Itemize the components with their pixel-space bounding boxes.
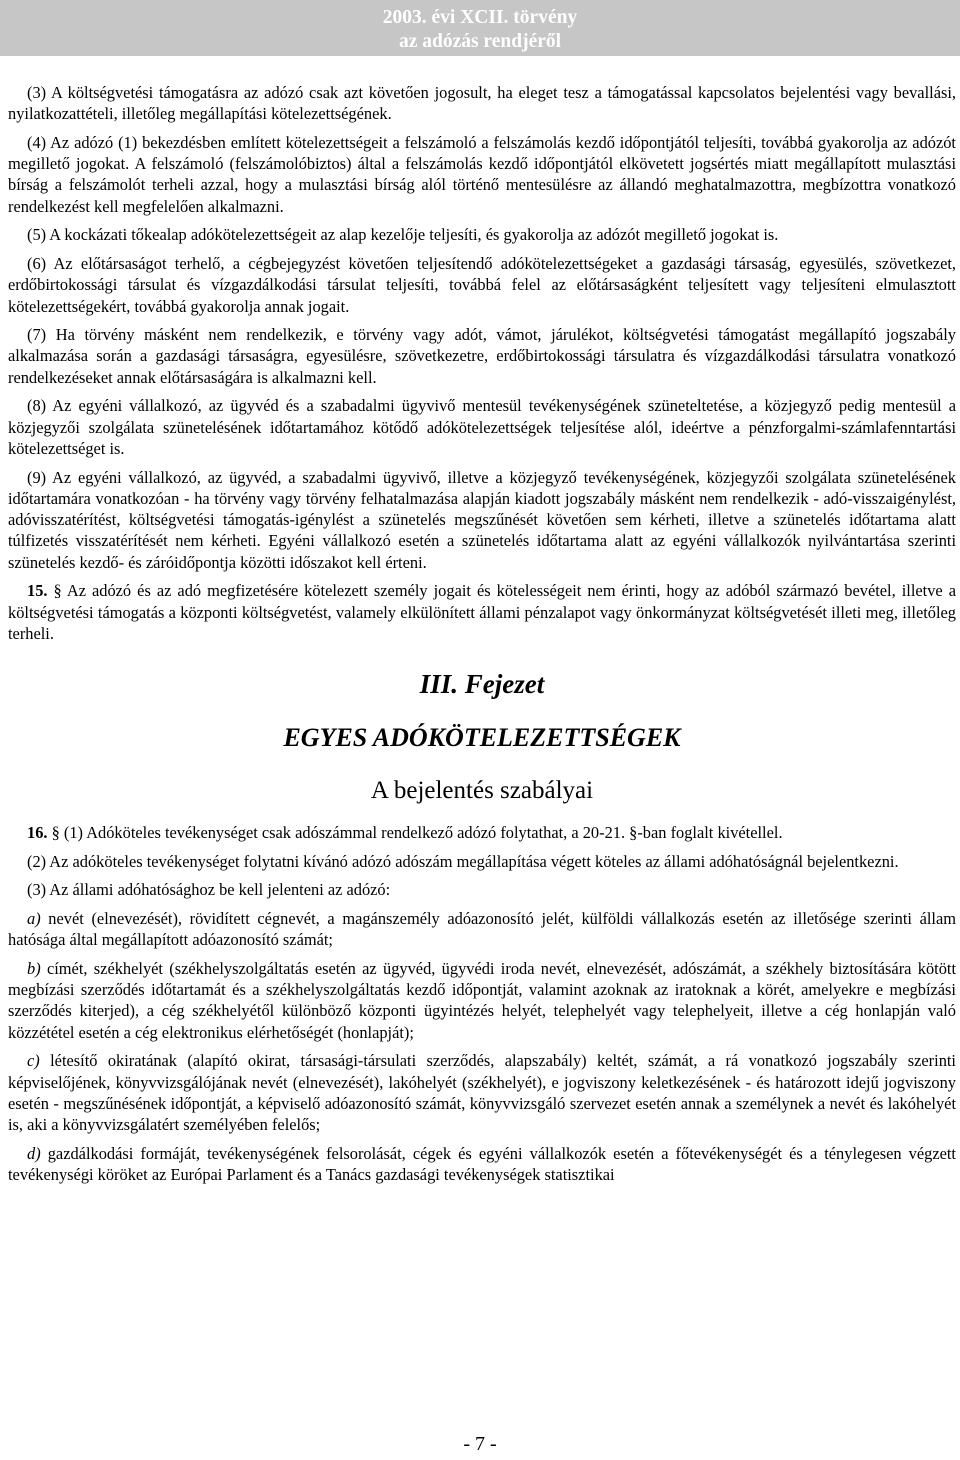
item-a-label: a)	[27, 908, 41, 928]
section-16-1	[8, 822, 956, 843]
paragraph-14-6: (6) Az előtársaságot terhelő, a cégbejegyzést követően teljesítendő adókötelezettségeket a gazdasági társaság, egyesülés, szövetkezet, erdőbirtokossági társulat és vízgazdálkodási társulat teljesíti, továbbá felel az előtársaságként teljesített vagy teljesíteni elmulasztott kötelezettségekért, továbbá gyakorolja annak jogait.	[8, 253, 956, 316]
paragraph-14-8: (8) Az egyéni vállalkozó, az ügyvéd és a szabadalmi ügyvivő mentesül tevékenységének szüneteltetése, a közjegyző pedig mentesül a közjegyzői szolgálata szünetelésének időtartamához kötődő adókötelezettségek teljesítése alól, ideértve a pénzforgalmi-számlafenntartási kötelezettséget is.	[8, 396, 956, 458]
paragraph-14-4: (4) Az adózó (1) bekezdésben említett kötelezettségeit a felszámoló a felszámolás kezdő időpontjától teljesíti, továbbá gyakorolja az adózót megillető jogokat. A felszámoló (felszámolóbiztos) által a felszámolás kezdő időpontjától elkövetett jogsértés miatt megállapított mulasztási bírság a felszámolót terheli azzal, hogy a mulasztási bírság alól történő mentesülésre az állandó meghatalmazottra, megbízottra vonatkozó rendelkezést kell megfelelően alkalmazni.	[8, 132, 956, 216]
section-16-2: (2) Az adóköteles tevékenységet folytatni kívánó adózó adószám megállapítása végett köteles az állami adóhatóságnál bejelentkezni.	[27, 851, 899, 871]
item-b-text: címét, székhelyét (székhelyszolgáltatás esetén az ügyvéd, ügyvédi iroda nevét, elnevezését, adószámát, a székhely biztosítására kötött megbízási szerződés időtartamát és a székhelyszolgáltatás kezdő időpontját, valamint azoknak az iratoknak a körét, amelyekre e megbízási szerződés kiterjed), a cég székhelyétől különböző központi ügyintézés helyét, telephelyét vagy telephelyeit, illetve a cég honlapján való közzététel esetén a cég elektronikus elérhetőségét (honlapját);	[8, 958, 956, 1042]
item-c-label: c)	[27, 1051, 40, 1071]
header-law-subtitle: az adózás rendjéről	[398, 31, 562, 52]
item-d-label: d)	[27, 1143, 41, 1163]
page-number: - 7 -	[463, 1433, 497, 1455]
item-c	[8, 1050, 956, 1135]
item-c-text: létesítő okiratának (alapító okirat, társasági-társulati szerződés, alapszabály) keltét, számát, a rá vonatkozó jogszabály szerinti képviselőjének, könyvvizsgálójának nevét (elnevezését), lakóhelyét (székhelyét), e jogviszony keletkezésének - és határozott idejű jogviszony esetén - megszűnésének időpontját, a képviselő adóazonosító számát, könyvvizsgáló szervezet esetén annak a személynek a nevét és lakóhelyét is, aki a könyvvizsgálatért személyében felelős;	[8, 1051, 956, 1135]
chapter-number: III. Fejezet	[419, 669, 545, 700]
section-15	[8, 580, 956, 644]
item-a	[8, 908, 956, 951]
item-b	[8, 958, 956, 1043]
section-16-1-text: § (1) Adóköteles tevékenységet csak adószámmal rendelkező adózó folytathat, a 20-21. §-ban foglalt kivétellel.	[47, 823, 783, 843]
section-16-number: 16.	[27, 823, 48, 843]
section-15-text: § Az adózó és az adó megfizetésére kötelezett személy jogait és kötelességeit nem érinti, hogy az adóból származó bevétel, illetve a költségvetési támogatás a központi költségvetést, valamely elkülönített állami pénzalapot vagy önkormányzat költségvetését illeti meg, illetőleg terheli.	[8, 581, 956, 643]
item-d	[8, 1143, 956, 1186]
section-15-number: 15.	[27, 581, 48, 601]
paragraph-14-9: (9) Az egyéni vállalkozó, az ügyvéd, a szabadalmi ügyvivő, illetve a közjegyző tevékenységének, közjegyzői szolgálata szünetelésének időtartamára vonatkozóan - ha törvény vagy törvény felhatalmazása alapján kiadott jogszabály másként nem rendelkezik - adó-visszaigénylést, adóvisszatérítést, költségvetési támogatás-igénylést a szünetelés megszűnését követően sem kérheti, illetve a szünetelés időtartama alatt túlfizetés visszatérítését nem kérheti. Egyéni vállalkozó esetén a szünetelés időtartama alatt az egyéni vállalkozók nyilvántartása szerinti szünetelés kezdő- és záróidőpontja közötti időszakot kell érteni.	[8, 467, 956, 572]
document-body	[8, 82, 956, 1193]
item-d-text: gazdálkodási formáját, tevékenységének felsorolását, cégek és egyéni vállalkozók esetén a főtevékenységét és a ténylegesen végzett tevékenységi köröket az Európai Parlament és a Tanács gazdasági tevékenységek statisztikai	[8, 1143, 956, 1185]
item-a-text: nevét (elnevezését), rövidített cégnevét, a magánszemély adóazonosító jelét, külföldi vállalkozás esetén az illetősége szerinti állam hatósága által megállapított adóazonosító számát;	[8, 908, 956, 950]
paragraph-14-3: (3) A költségvetési támogatásra az adózó csak azt követően jogosult, ha eleget tesz a támogatással kapcsolatos bejelentési vagy bevallási, nyilatkozattételi, illetőleg megállapítási kötelezettségének.	[8, 83, 956, 124]
page-header	[0, 0, 960, 56]
header-law-title: 2003. évi XCII. törvény	[382, 7, 578, 28]
chapter-title: EGYES ADÓKÖTELEZETTSÉGEK	[283, 723, 681, 753]
paragraph-14-7: (7) Ha törvény másként nem rendelkezik, e törvény vagy adót, vámot, járulékot, költségvetési támogatást megállapító jogszabály alkalmazása során a gazdasági társaságra, egyesülésre, szövetkezetre, erdőbirtokossági társulatra és vízgazdálkodási társulatra vonatkozó rendelkezéseket annak előtársaságára is alkalmazni kell.	[8, 325, 956, 387]
item-b-label: b)	[27, 958, 41, 978]
chapter-subtitle: A bejelentés szabályai	[370, 777, 594, 805]
paragraph-14-5: (5) A kockázati tőkealap adókötelezettségeit az alap kezelője teljesíti, és gyakorolja az adózót megillető jogokat is.	[27, 225, 779, 245]
section-16-3: (3) Az állami adóhatósághoz be kell jelenteni az adózó:	[27, 880, 391, 900]
